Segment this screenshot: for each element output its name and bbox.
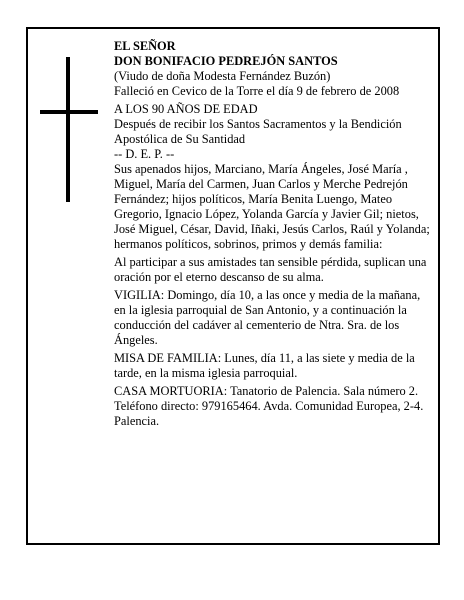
obituary-frame (26, 27, 440, 545)
cross-vertical-bar (66, 57, 70, 202)
rip-line: -- D. E. P. -- (114, 147, 175, 161)
cross-icon (40, 57, 100, 202)
sacraments-line: Después de recibir los Santos Sacramentos y la Bendición Apostólica de Su Santidad (114, 117, 402, 146)
mortuary-paragraph: CASA MORTUORIA: Tanatorio de Palencia. Sala número 2. Teléfono directo: 979165464. Avda. Comunidad Europea, 2-4. Palencia. (114, 384, 424, 428)
cross-horizontal-bar (40, 110, 98, 114)
deceased-title: EL SEÑOR (114, 39, 176, 53)
family-paragraph: Sus apenados hijos, Marciano, María Ángeles, José María , Miguel, María del Carmen, Juan Carlos y Merche Pedrejón Fernández; hijos políticos, María Benita Luengo, Mateo Gregorio, Ignacio López, Yolanda García y Javier Gil; nietos, José Miguel, César, David, Iñaki, Jesús Carlos, Raúl y Yolanda; hermanos políticos, sobrinos, primos y demás familia: (114, 162, 430, 251)
family-mass-paragraph: MISA DE FAMILIA: Lunes, día 11, a las siete y media de la tarde, en la misma iglesia parroquial. (114, 351, 415, 380)
vigil-paragraph: VIGILIA: Domingo, día 10, a las once y media de la mañana, en la iglesia parroquial de San Antonio, y a continuación la conducción del cadáver al cementerio de Ntra. Sra. de los Ángeles. (114, 288, 421, 347)
prayer-request-paragraph: Al participar a sus amistades tan sensible pérdida, suplican una oración por el eterno descanso de su alma. (114, 255, 427, 284)
obituary-text (114, 39, 432, 429)
deceased-name: DON BONIFACIO PEDREJÓN SANTOS (114, 54, 338, 68)
widower-line: (Viudo de doña Modesta Fernández Buzón) (114, 69, 331, 83)
death-line: Falleció en Cevico de la Torre el día 9 de febrero de 2008 (114, 84, 400, 98)
age-line: A LOS 90 AÑOS DE EDAD (114, 102, 258, 116)
